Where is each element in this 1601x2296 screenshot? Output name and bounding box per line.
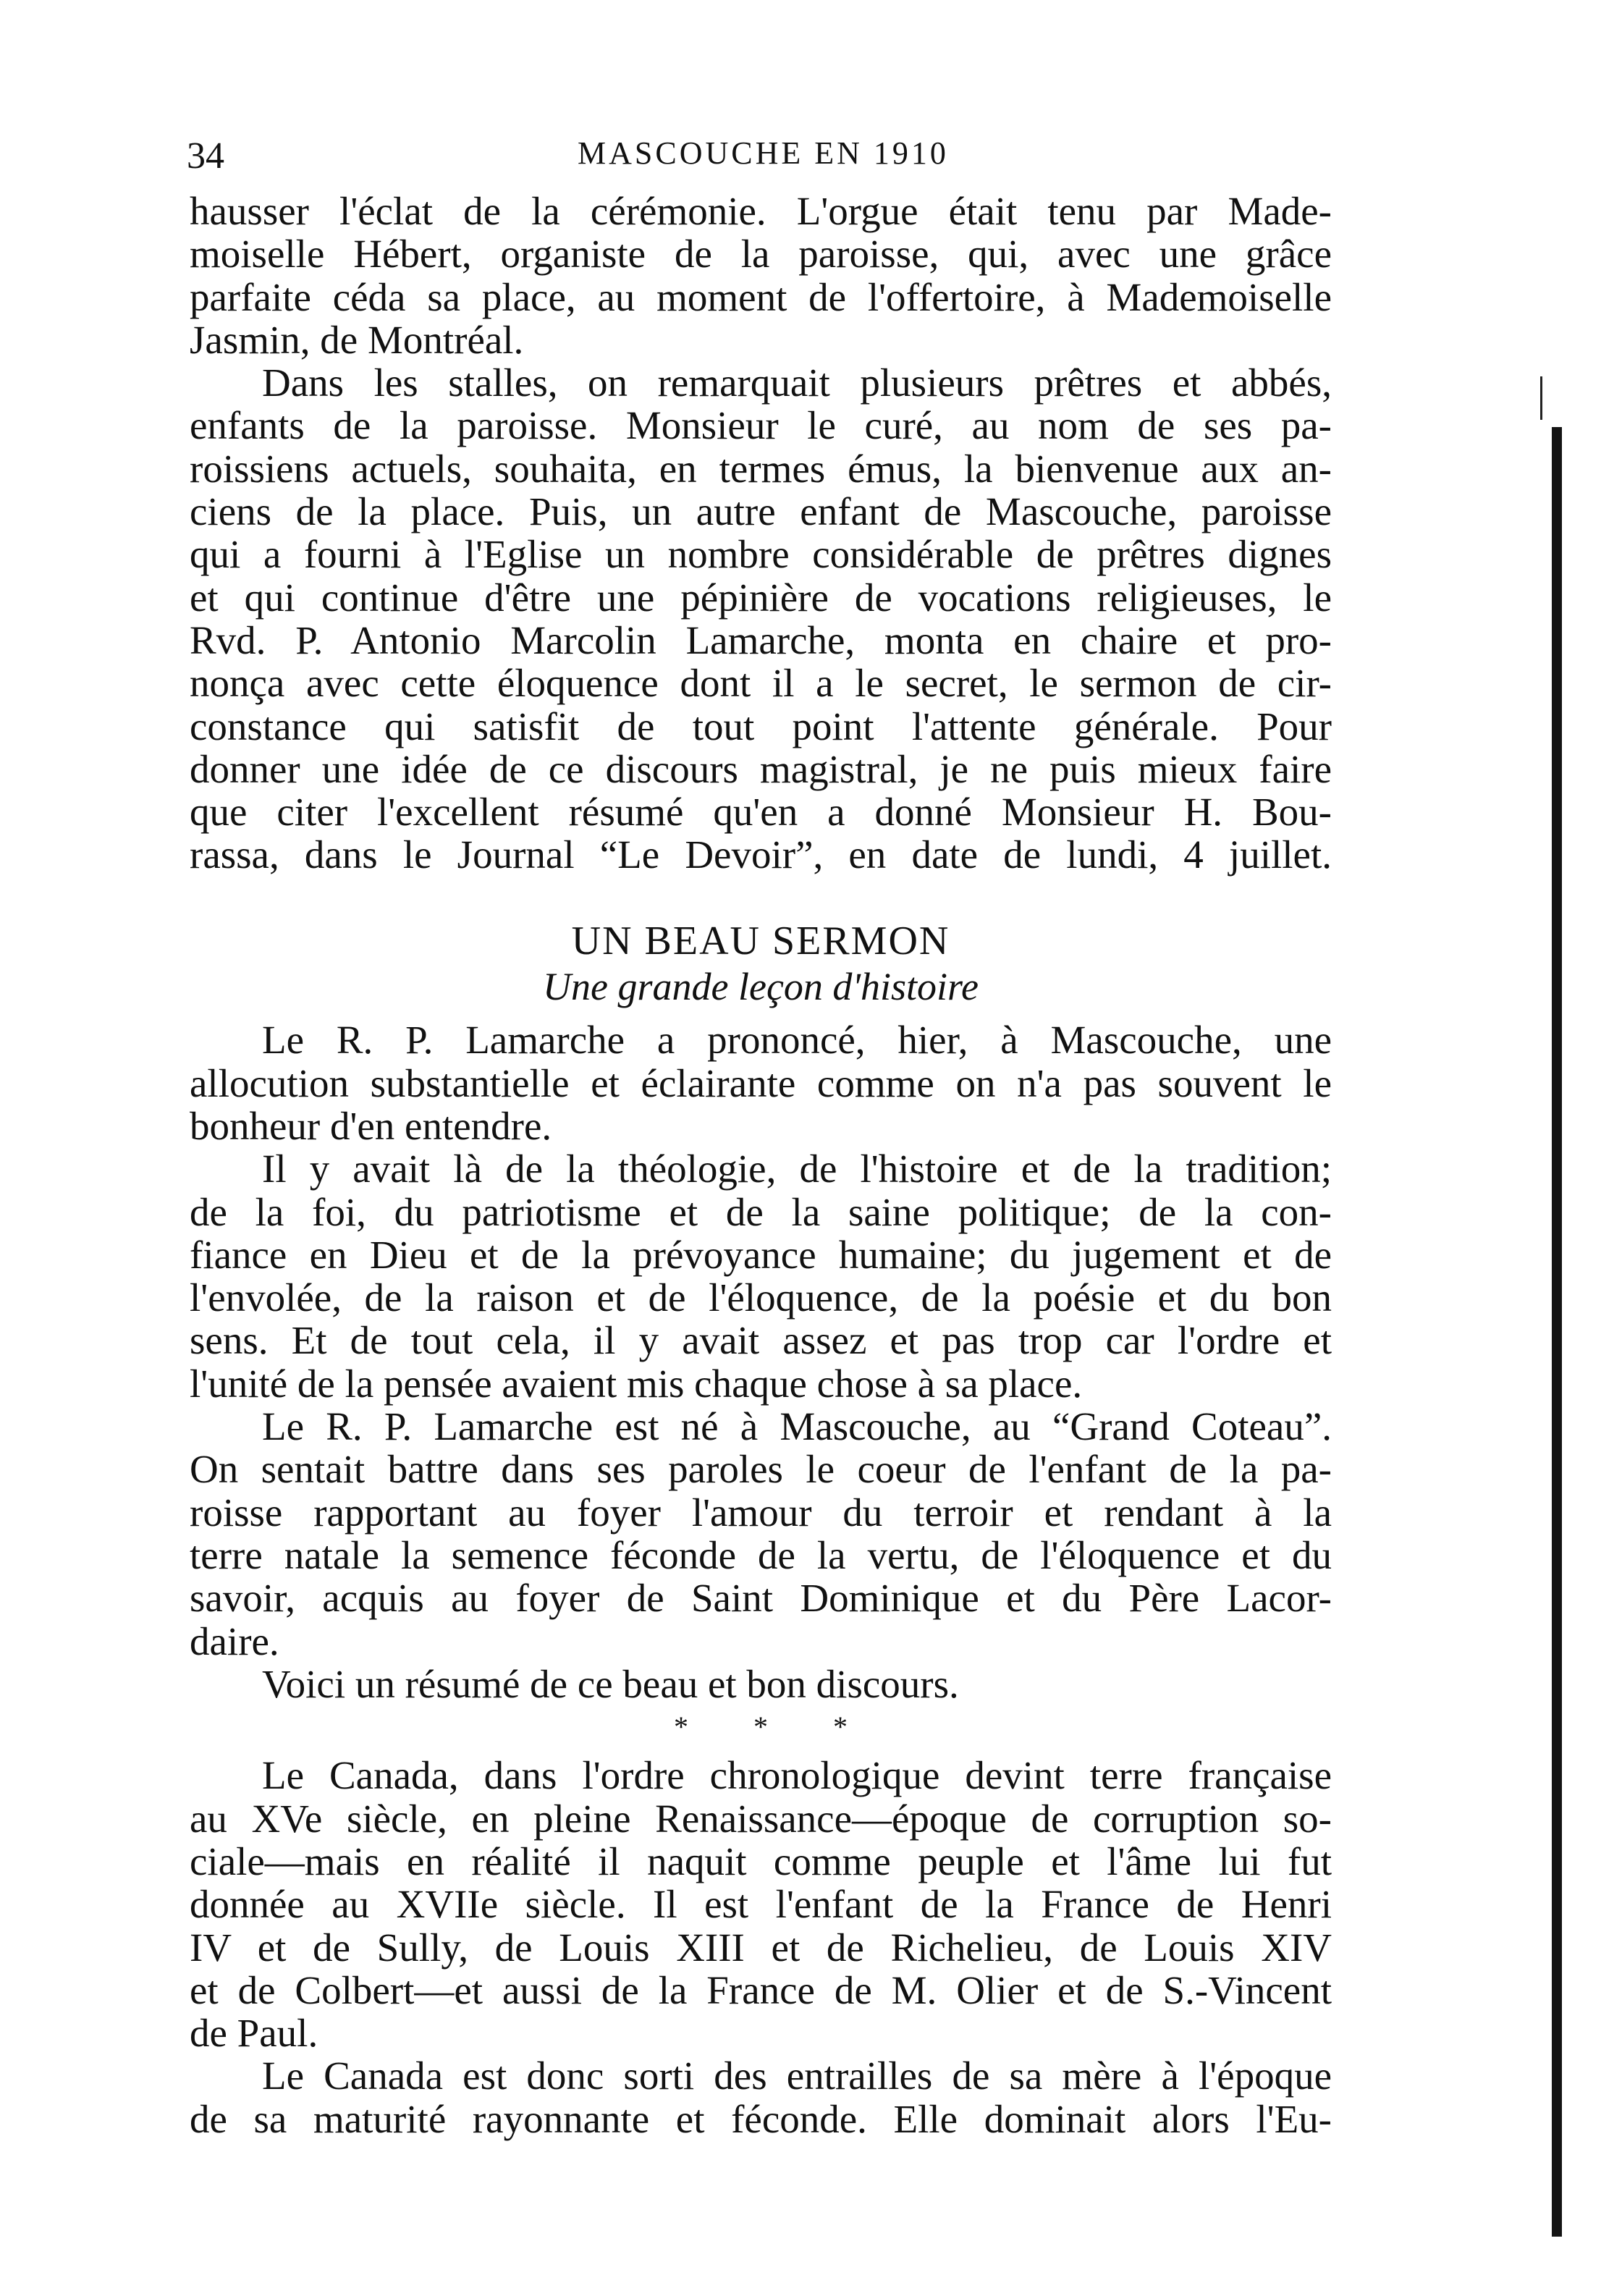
text-line: Le Canada est donc sorti des entrailles de sa mère à l'époque bbox=[262, 2054, 1332, 2098]
text-line: enfants de la paroisse. Monsieur le curé, au nom de ses pa- bbox=[190, 403, 1332, 448]
section-subheading: Une grande leçon d'histoire bbox=[543, 965, 979, 1009]
text-line: donnée au XVIIe siècle. Il est l'enfant de la France de Henri bbox=[190, 1882, 1332, 1927]
text-line: l'unité de la pensée avaient mis chaque chose à sa place. bbox=[190, 1361, 1083, 1406]
text-line: qui a fourni à l'Eglise un nombre considérable de prêtres dignes bbox=[190, 532, 1332, 577]
text-line: moiselle Hébert, organiste de la paroisse, qui, avec une grâce bbox=[190, 232, 1332, 277]
text-line: que citer l'excellent résumé qu'en a donné Monsieur H. Bou- bbox=[190, 790, 1332, 835]
section-heading: UN BEAU SERMON bbox=[571, 918, 950, 963]
text-line: de sa maturité rayonnante et féconde. Elle dominait alors l'Eu- bbox=[190, 2096, 1332, 2141]
text-line: de la foi, du patriotisme et de la saine politique; de la con- bbox=[190, 1189, 1332, 1234]
body-text bbox=[190, 190, 1332, 2140]
text-line: rassa, dans le Journal “Le Devoir”, en date de lundi, 4 juillet. bbox=[190, 832, 1332, 877]
text-line: parfaite céda sa place, au moment de l'offertoire, à Mademoiselle bbox=[190, 274, 1332, 319]
page-edge-mark bbox=[1540, 376, 1542, 420]
text-line: Le R. P. Lamarche a prononcé, hier, à Mascouche, une bbox=[262, 1018, 1332, 1063]
text-line: Il y avait là de la théologie, de l'histoire et de la tradition; bbox=[262, 1147, 1332, 1191]
text-line: donner une idée de ce discours magistral, je ne puis mieux faire bbox=[190, 746, 1332, 791]
text-line: Dans les stalles, on remarquait plusieurs prêtres et abbés, bbox=[262, 360, 1332, 405]
text-line: fiance en Dieu et de la prévoyance humaine; du jugement et de bbox=[190, 1232, 1332, 1277]
text-line: ciens de la place. Puis, un autre enfant de Mascouche, paroisse bbox=[190, 489, 1332, 534]
text-line: IV et de Sully, de Louis XIII et de Richelieu, de Louis XIV bbox=[190, 1925, 1332, 1970]
text-line: ciale—mais en réalité il naquit comme peuple et l'âme lui fut bbox=[190, 1839, 1332, 1883]
running-header bbox=[187, 135, 1333, 193]
text-line: et de Colbert—et aussi de la France de M. Olier et de S.-Vincent bbox=[190, 1967, 1332, 2012]
text-line: Rvd. P. Antonio Marcolin Lamarche, monta en chaire et pro- bbox=[190, 617, 1332, 662]
text-line: daire. bbox=[190, 1618, 279, 1663]
text-line: allocution substantielle et éclairante comme on n'a pas souvent le bbox=[190, 1060, 1332, 1105]
running-title: MASCOUCHE EN 1910 bbox=[578, 135, 949, 171]
text-line: l'envolée, de la raison et de l'éloquence, de la poésie et du bon bbox=[190, 1275, 1332, 1320]
page-edge-shadow bbox=[1552, 427, 1562, 2237]
text-line: Le Canada, dans l'ordre chronologique devint terre française bbox=[262, 1753, 1332, 1798]
page-number: 34 bbox=[187, 135, 224, 177]
text-line: Voici un résumé de ce beau et bon discours. bbox=[262, 1661, 959, 1706]
text-line: hausser l'éclat de la cérémonie. L'orgue était tenu par Made- bbox=[190, 189, 1332, 233]
text-line: savoir, acquis au foyer de Saint Dominique et du Père Lacor- bbox=[190, 1576, 1332, 1621]
text-line: Le R. P. Lamarche est né à Mascouche, au “Grand Coteau”. bbox=[262, 1404, 1332, 1449]
text-line: constance qui satisfit de tout point l'attente générale. Pour bbox=[190, 704, 1332, 748]
text-line: et qui continue d'être une pépinière de vocations religieuses, le bbox=[190, 575, 1332, 620]
text-line: de Paul. bbox=[190, 2011, 318, 2056]
text-line: roisse rapportant au foyer l'amour du terroir et rendant à la bbox=[190, 1490, 1332, 1535]
text-line: nonça avec cette éloquence dont il a le secret, le sermon de cir- bbox=[190, 661, 1332, 706]
text-line: terre natale la semence féconde de la vertu, de l'éloquence et du bbox=[190, 1532, 1332, 1577]
text-line: Jasmin, de Montréal. bbox=[190, 317, 524, 362]
text-line: roissiens actuels, souhaita, en termes émus, la bienvenue aux an- bbox=[190, 446, 1332, 491]
text-line: bonheur d'en entendre. bbox=[190, 1103, 552, 1148]
text-line: au XVe siècle, en pleine Renaissance—époque de corruption so- bbox=[190, 1796, 1332, 1841]
text-line: On sentait battre dans ses paroles le coeur de l'enfant de la pa- bbox=[190, 1447, 1332, 1492]
text-line: sens. Et de tout cela, il y avait assez et pas trop car l'ordre et bbox=[190, 1318, 1332, 1363]
section-separator: * * * bbox=[674, 1710, 876, 1744]
